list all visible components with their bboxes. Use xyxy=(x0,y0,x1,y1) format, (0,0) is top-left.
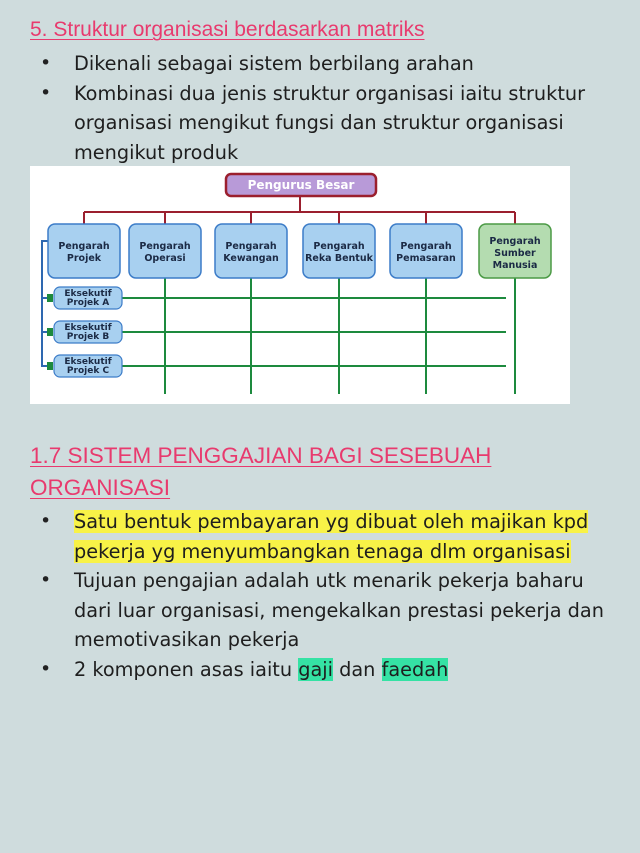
director-label-5-2: Manusia xyxy=(492,260,538,271)
highlighted-term-gaji: gaji xyxy=(298,657,333,681)
director-label-4-0: Pengarah xyxy=(400,241,452,252)
director-label-0-0: Pengarah xyxy=(58,241,110,252)
list-item: • Tujuan pengajian adalah utk menarik pekerja baharu dari luar organisasi, mengekalkan prestasi pekerja dan memotivasikan pekerja xyxy=(36,566,606,655)
executive-label-2-0: Eksekutif xyxy=(64,357,112,367)
org-chart-diagram xyxy=(30,166,570,404)
matrix-org-chart xyxy=(30,166,570,404)
section-5-heading: 5. Struktur organisasi berdasarkan matriks xyxy=(30,18,425,41)
director-label-2-0: Pengarah xyxy=(225,241,277,252)
director-label-5-0: Pengarah xyxy=(489,236,541,247)
highlighted-term-faedah: faedah xyxy=(381,657,449,681)
components-middle: dan xyxy=(333,657,382,681)
top-manager-label: Pengurus Besar xyxy=(247,178,355,192)
list-item xyxy=(36,655,606,685)
highlighted-definition: Satu bentuk pembayaran yg dibuat oleh majikan kpd pekerja yg menyumbangkan tenaga dlm organisasi xyxy=(74,510,589,563)
list-item xyxy=(36,507,606,566)
executive-marker-1 xyxy=(47,328,53,336)
director-label-3-0: Pengarah xyxy=(313,241,365,252)
section-1-7-bullet-list xyxy=(36,507,606,684)
director-label-2-1: Kewangan xyxy=(223,253,279,264)
executive-label-2-1: Projek C xyxy=(66,366,110,376)
executive-label-0-1: Projek A xyxy=(66,298,110,308)
director-label-3-1: Reka Bentuk xyxy=(305,253,373,264)
section-1-7-heading: 1.7 SISTEM PENGGAJIAN BAGI SESEBUAH ORGANISASI xyxy=(30,443,492,500)
executive-label-1-0: Eksekutif xyxy=(64,323,112,333)
director-label-0-1: Projek xyxy=(66,253,102,264)
executive-marker-0 xyxy=(47,294,53,302)
list-item: • Dikenali sebagai sistem berbilang arahan xyxy=(36,49,606,79)
director-label-5-1: Sumber xyxy=(494,248,536,259)
director-label-1-0: Pengarah xyxy=(139,241,191,252)
list-item: • Kombinasi dua jenis struktur organisasi iaitu struktur organisasi mengikut fungsi dan struktur organisasi mengikut produk xyxy=(36,79,606,168)
executive-marker-2 xyxy=(47,362,53,370)
executive-label-1-1: Projek B xyxy=(66,332,110,342)
director-label-4-1: Pemasaran xyxy=(396,253,456,264)
section-5-bullet-list xyxy=(36,49,606,167)
executive-label-0-0: Eksekutif xyxy=(64,289,112,299)
components-prefix: 2 komponen asas iaitu xyxy=(74,657,299,681)
director-label-1-1: Operasi xyxy=(144,253,186,264)
